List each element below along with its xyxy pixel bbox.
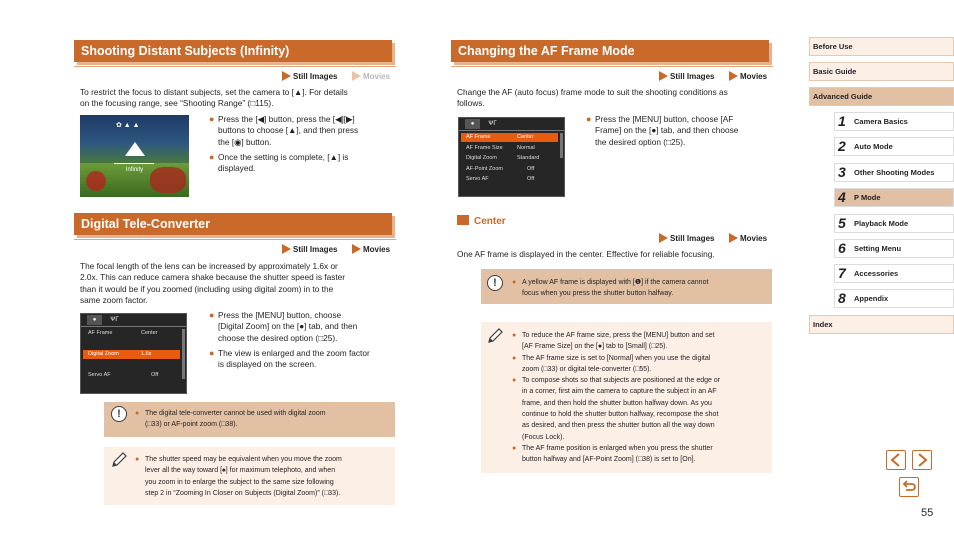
step-line: Once the setting is complete, [▲] is (218, 152, 349, 162)
menu-row: AF Frame Size Normal (466, 145, 535, 151)
movies-label: Movies (362, 72, 391, 81)
pencil-icon (110, 451, 128, 469)
movies-label: Movies (739, 234, 768, 243)
menu-scrollbar (560, 133, 563, 158)
caution-icon: ! (487, 275, 503, 291)
section-title-tele-converter: Digital Tele-Converter (74, 213, 392, 235)
note-line: continue to hold the shutter button halfway, recompose the shot (522, 411, 719, 419)
nav-advanced-guide[interactable]: Advanced Guide (809, 87, 954, 106)
camera-tab-icon: ● (87, 315, 102, 325)
note-line: in a corner, first aim the camera to capture the subject in an AF (522, 388, 717, 396)
tele-converter-step-2: ● The view is enlarged and the zoom factor is displayed on the screen. (218, 348, 398, 371)
nav-chapter-5[interactable]: 5 Playback Mode (834, 214, 954, 233)
wrench-tab-icon: ΨΓ (110, 317, 119, 323)
arrow-left-icon (887, 451, 905, 469)
play-arrow-icon (352, 244, 361, 254)
intro-line: follows. (457, 98, 485, 109)
intro-line: 2.0x. This can reduce camera shake because the shutter speed is faster (80, 272, 346, 283)
note-line: (Focus Lock). (522, 433, 565, 441)
step-line: displayed. (218, 163, 256, 174)
note-line: zoom (□33) or digital tele-converter (□55). (522, 365, 652, 373)
infinity-screen-image (80, 115, 189, 197)
nav-chapter-7[interactable]: 7 Accessories (834, 264, 954, 283)
still-images-label: Still Images (670, 234, 715, 243)
infinity-step-1: ● Press the [◀] button, press the [◀][▶] buttons to choose [▲], and then press the [◉] button. (218, 114, 398, 148)
caution-text: ● A yellow AF frame is displayed with [❶] if the camera cannot focus when you press the shutter button halfway. (522, 277, 767, 300)
nav-basic-guide[interactable]: Basic Guide (809, 62, 954, 81)
menu-row: AF Frame Center (88, 330, 158, 336)
return-icon (900, 478, 918, 496)
caution-text: ● The digital tele-converter cannot be used with digital zoom (□33) or AF-point zoom (□38). (145, 408, 390, 431)
intro-line: To restrict the focus to distant subjects, set the camera to [▲]. For details (80, 87, 348, 97)
af-frame-step: ● Press the [MENU] button, choose [AF Frame] on the [●] tab, and then choose the desired option (□25). (595, 114, 775, 148)
tele-converter-intro (80, 261, 400, 307)
menu-row: Digital Zoom Standard (466, 155, 540, 161)
intro-line: on the focusing range, see “Shooting Range” (□115). (80, 98, 274, 109)
note-line: To compose shots so that subjects are positioned at the edge or (522, 377, 721, 385)
step-line: Frame] on the [●] tab, and then choose (595, 125, 739, 136)
menu-row-selected: Digital Zoom 1.6x (83, 350, 180, 359)
step-line: the [◉] button. (218, 136, 272, 147)
section-rule (74, 66, 396, 67)
caution-icon: ! (111, 406, 127, 422)
intro-line: The focal length of the lens can be increased by approximately 1.6x or (80, 261, 338, 271)
note-line: The AF frame position is enlarged when you press the shutter (522, 444, 713, 452)
pencil-icon (486, 327, 504, 345)
infinity-intro (80, 87, 400, 110)
play-arrow-icon (282, 71, 291, 81)
play-arrow-icon (659, 233, 668, 243)
menu-scrollbar (182, 329, 185, 379)
mode-indicator (282, 71, 390, 81)
intro-line: than it would be if you zoomed (including using digital zoom) in to the (80, 283, 334, 294)
menu-row-selected: AF Frame Center (461, 133, 558, 142)
camera-tab-icon: ● (465, 119, 480, 129)
note-line: lever all the way toward [♠] for maximum telephoto, and when (145, 467, 336, 475)
wrench-tab-icon: ΨΓ (488, 121, 497, 127)
nav-chapter-4[interactable]: 4 P Mode (834, 188, 954, 207)
infinity-label: Infinity (125, 167, 144, 173)
tip-text: ● To reduce the AF frame size, press the [MENU] button and set [AF Frame Size] on the [●] tab to [Small] (□25). ● The AF frame size is set to [Normal] when you use the digital zoom (□33) or digital tele-converter (□55). ● To compose shots so that subjects are positioned at the edge or in a corner, first aim the camera to capture the subject in an AF frame, and then hold the shutter button halfway down. As you continue to hold the shutter button halfway, recompose the shot as desired, and then press the shutter button all the way down (Focus Lock). ● The AF frame position is enlarged when you press the shutter button halfway and [AF-Point Zoom] (□38) is set to [On]. (522, 330, 770, 466)
nav-chapter-3[interactable]: 3 Other Shooting Modes (834, 163, 954, 182)
note-line: The digital tele-converter cannot be used with digital zoom (145, 410, 326, 417)
note-line: A yellow AF frame is displayed with [❶] if the camera cannot (522, 279, 709, 286)
intro-line: same zoom factor. (80, 295, 148, 306)
step-line: Press the [MENU] button, choose [AF (595, 114, 734, 124)
nav-chapter-1[interactable]: 1 Camera Basics (834, 112, 954, 131)
movies-label: Movies (739, 72, 768, 81)
arrow-right-icon (913, 451, 931, 469)
tele-converter-step-1: ● Press the [MENU] button, choose [Digital Zoom] on the [●] tab, and then choose the desired option (□25). (218, 310, 398, 344)
note-line: (□33) or AF-point zoom (□38). (145, 421, 238, 429)
digital-zoom-menu-screen (80, 313, 187, 394)
step-line: Press the [MENU] button, choose (218, 310, 342, 320)
movies-label: Movies (362, 245, 391, 254)
play-arrow-icon (282, 244, 291, 254)
play-arrow-icon (729, 233, 738, 243)
menu-row: AF-Point Zoom Off (466, 166, 535, 172)
section-rule (451, 66, 773, 67)
note-line: frame, and then hold the shutter button halfway down. As you (522, 399, 712, 407)
tip-text: ● The shutter speed may be equivalent when you move the zoom lever all the way toward [♠] for maximum telephoto, and when you zoom in to enlarge the subject to the same size following step 2 in “Zooming In Closer on Subjects (Digital Zoom)” (□33). (145, 454, 393, 499)
nav-chapter-2[interactable]: 2 Auto Mode (834, 137, 954, 156)
mode-indicator (282, 244, 390, 254)
step-line: choose the desired option (□25). (218, 332, 338, 343)
nav-chapter-8[interactable]: 8 Appendix (834, 289, 954, 308)
af-frame-intro (457, 87, 777, 110)
note-line: The shutter speed may be equivalent when you move the zoom (145, 456, 342, 463)
step-line: buttons to choose [▲], and then press (218, 125, 359, 136)
note-line: you zoom in to enlarge the subject to the same size following (145, 478, 334, 486)
note-line: step 2 in “Zooming In Closer on Subjects (Digital Zoom)” (□33). (145, 489, 341, 497)
menu-row: Servo AF Off (466, 176, 535, 182)
mode-indicator (659, 233, 767, 243)
still-images-label: Still Images (293, 72, 338, 81)
prev-page-button[interactable] (886, 450, 906, 470)
note-line: The AF frame size is set to [Normal] when you use the digital (522, 354, 711, 362)
section-title-infinity: Shooting Distant Subjects (Infinity) (74, 40, 392, 62)
menu-row: Servo AF Off (88, 372, 159, 378)
note-line: as desired, and then press the shutter button all the way down (522, 422, 715, 430)
play-arrow-icon (659, 71, 668, 81)
step-line: the desired option (□25). (595, 136, 686, 147)
mode-indicator (659, 71, 767, 81)
intro-line: Change the AF (auto focus) frame mode to suit the shooting conditions as (457, 87, 728, 97)
note-line: To reduce the AF frame size, press the [MENU] button and set (522, 332, 715, 339)
still-images-label: Still Images (293, 245, 338, 254)
mountain-icon (125, 142, 145, 156)
center-subheading: Center (457, 215, 506, 227)
infinity-step-2: ● Once the setting is complete, [▲] is displayed. (218, 152, 398, 175)
section-rule (74, 239, 396, 240)
step-line: Press the [◀] button, press the [◀][▶] (218, 114, 355, 124)
play-arrow-icon (729, 71, 738, 81)
mode-icons-bar: ✿ ▲ ▲ (116, 122, 140, 129)
note-line: focus when you press the shutter button halfway. (522, 290, 674, 298)
step-line: [Digital Zoom] on the [●] tab, and then (218, 321, 358, 332)
nav-before-use[interactable]: Before Use (809, 37, 954, 56)
nav-chapter-6[interactable]: 6 Setting Menu (834, 239, 954, 258)
step-line: is displayed on the screen. (218, 359, 317, 370)
play-arrow-icon (352, 71, 361, 81)
section-title-af-frame-mode: Changing the AF Frame Mode (451, 40, 769, 62)
page-number: 55 (921, 507, 934, 519)
still-images-label: Still Images (670, 72, 715, 81)
af-frame-menu-screen (458, 117, 565, 197)
heading-square-icon (457, 215, 469, 225)
note-line: [AF Frame Size] on the [●] tab to [Small] (□25). (522, 343, 668, 351)
next-page-button[interactable] (912, 450, 932, 470)
nav-index[interactable]: Index (809, 315, 954, 334)
return-button[interactable] (899, 477, 919, 497)
note-line: button halfway and [AF-Point Zoom] (□38) is set to [On]. (522, 456, 696, 464)
step-line: The view is enlarged and the zoom factor (218, 348, 370, 358)
center-intro: One AF frame is displayed in the center. Effective for reliable focusing. (457, 249, 715, 259)
